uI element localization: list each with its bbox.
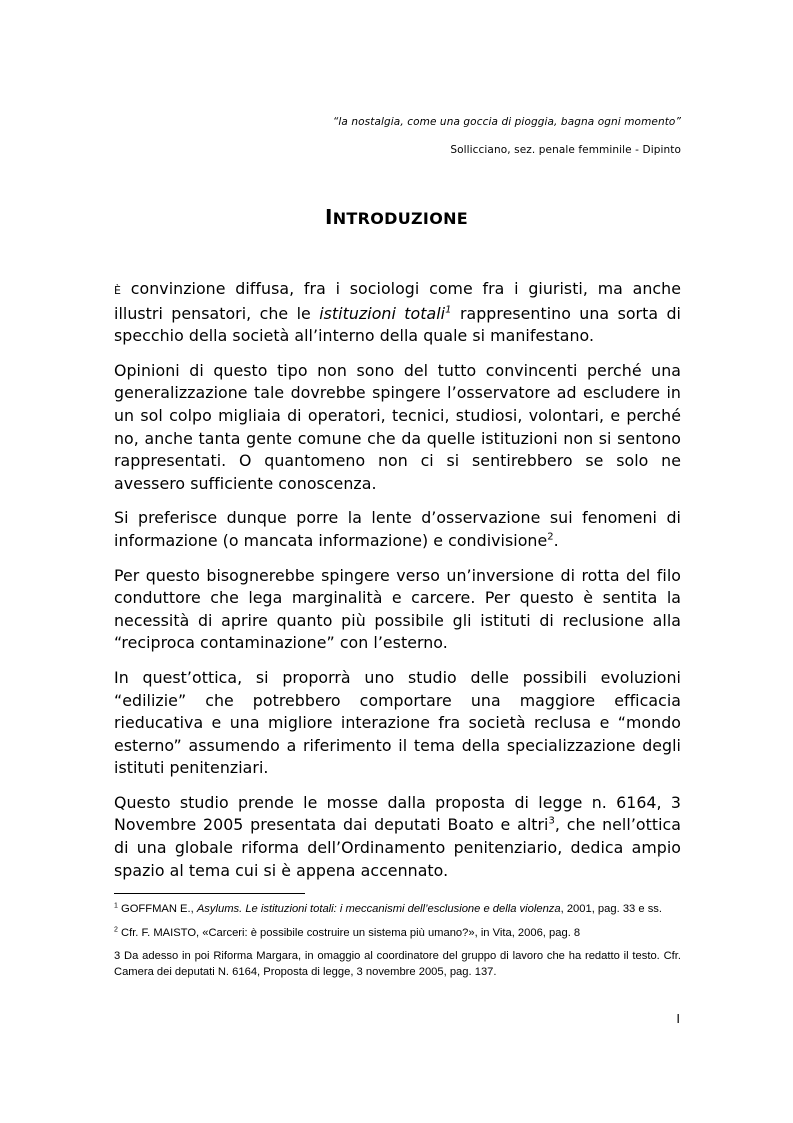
footnote-1: [114, 902, 681, 918]
paragraph-4: Per questo bisognerebbe spingere verso un’inversione di rotta del filo conduttore che lega marginalità e carcere. Per questo è sentita la necessità di aprire quanto più possibile gli istituti di reclusione alla “reciproca contaminazione” con l’esterno.: [114, 565, 681, 653]
paragraph-6-text: Questo studio prende le mosse dalla proposta di legge n. 6164, 3 Novembre 2005 presentata dai deputati Boato e altri: [114, 792, 681, 835]
paragraph-1: [114, 278, 681, 348]
paragraph-3: [114, 507, 681, 552]
paragraph-3-text: Si preferisce dunque porre la lente d’osservazione sui fenomeni di informazione (o mancata informazione) e condivisione: [114, 508, 681, 550]
footnote-2: [114, 926, 681, 942]
epigraph-source: Sollicciano, sez. penale femminile - Dipinto: [450, 144, 681, 156]
footnote-3: 3 Da adesso in poi Riforma Margara, in omaggio al coordinatore del gruppo di lavoro che ha redatto il testo. Cfr. Camera dei deputati N. 6164, Proposta di legge, 3 novembre 2005, pag. 137.: [114, 950, 681, 978]
footnote-2-number: 2: [114, 925, 118, 933]
footnote-1-title: Asylums. Le istituzioni totali: i meccanismi dell’esclusione e della violenza: [196, 903, 561, 915]
paragraph-1-italic: istituzioni totali: [319, 303, 446, 323]
footnote-2-text: Cfr. F. MAISTO, «Carceri: è possibile costruire un sistema più umano?», in Vita, 2006, pag. 8: [117, 926, 581, 939]
paragraph-1-end: rappresentino una sorta di specchio della società all’interno della quale si manifestano.: [114, 303, 681, 346]
paragraph-3-end: .: [553, 530, 559, 550]
paragraph-1-text: convinzione diffusa, fra i sociologi come fra i giuristi, ma anche illustri pensatori, che le: [114, 279, 681, 323]
footnote-ref-2: 2: [547, 531, 554, 543]
footnote-separator: [114, 893, 305, 894]
paragraph-2: Opinioni di questo tipo non sono del tutto convincenti perché una generalizzazione tale dovrebbe spingere l’osservatore ad escludere in un sol colpo migliaia di operatori, tecnici, studiosi, volontari, e perché no, anche tanta gente comune che da quelle istituzioni non si sentono rappresentati. O quantomeno non ci si sentirebbero se solo ne avessero sufficiente conoscenza.: [114, 360, 681, 493]
footnotes: [114, 902, 681, 988]
footnote-1-author: GOFFMAN E.,: [117, 903, 197, 915]
paragraph-6: [114, 792, 681, 882]
paragraph-5: In quest’ottica, si proporrà uno studio delle possibili evoluzioni “edilizie” che potrebbero comportare una maggiore efficacia rieducativa e una migliore interazione fra società reclusa e “mondo esterno” assumendo a riferimento il tema della specializzazione degli istituti penitenziari.: [114, 667, 681, 778]
paragraph-1-initial: È: [114, 284, 122, 297]
body-text: [114, 278, 681, 894]
page-title: [0, 205, 793, 229]
paragraph-6-end: , che nell’ottica di una globale riforma dell’Ordinamento penitenziario, dedica ampio spazio al tema cui si è appena accennato.: [114, 815, 681, 880]
page-number: I: [676, 1011, 680, 1026]
title-first-letter: I: [324, 205, 333, 229]
footnote-ref-1: 1: [445, 304, 452, 316]
title-rest: NTRODUZIONE: [332, 209, 469, 228]
footnote-1-rest: , 2001, pag. 33 e ss.: [560, 903, 662, 915]
footnote-ref-3: 3: [548, 816, 555, 828]
epigraph-quote: “la nostalgia, come una goccia di pioggia, bagna ogni momento”: [332, 116, 681, 128]
footnote-1-number: 1: [114, 902, 118, 910]
